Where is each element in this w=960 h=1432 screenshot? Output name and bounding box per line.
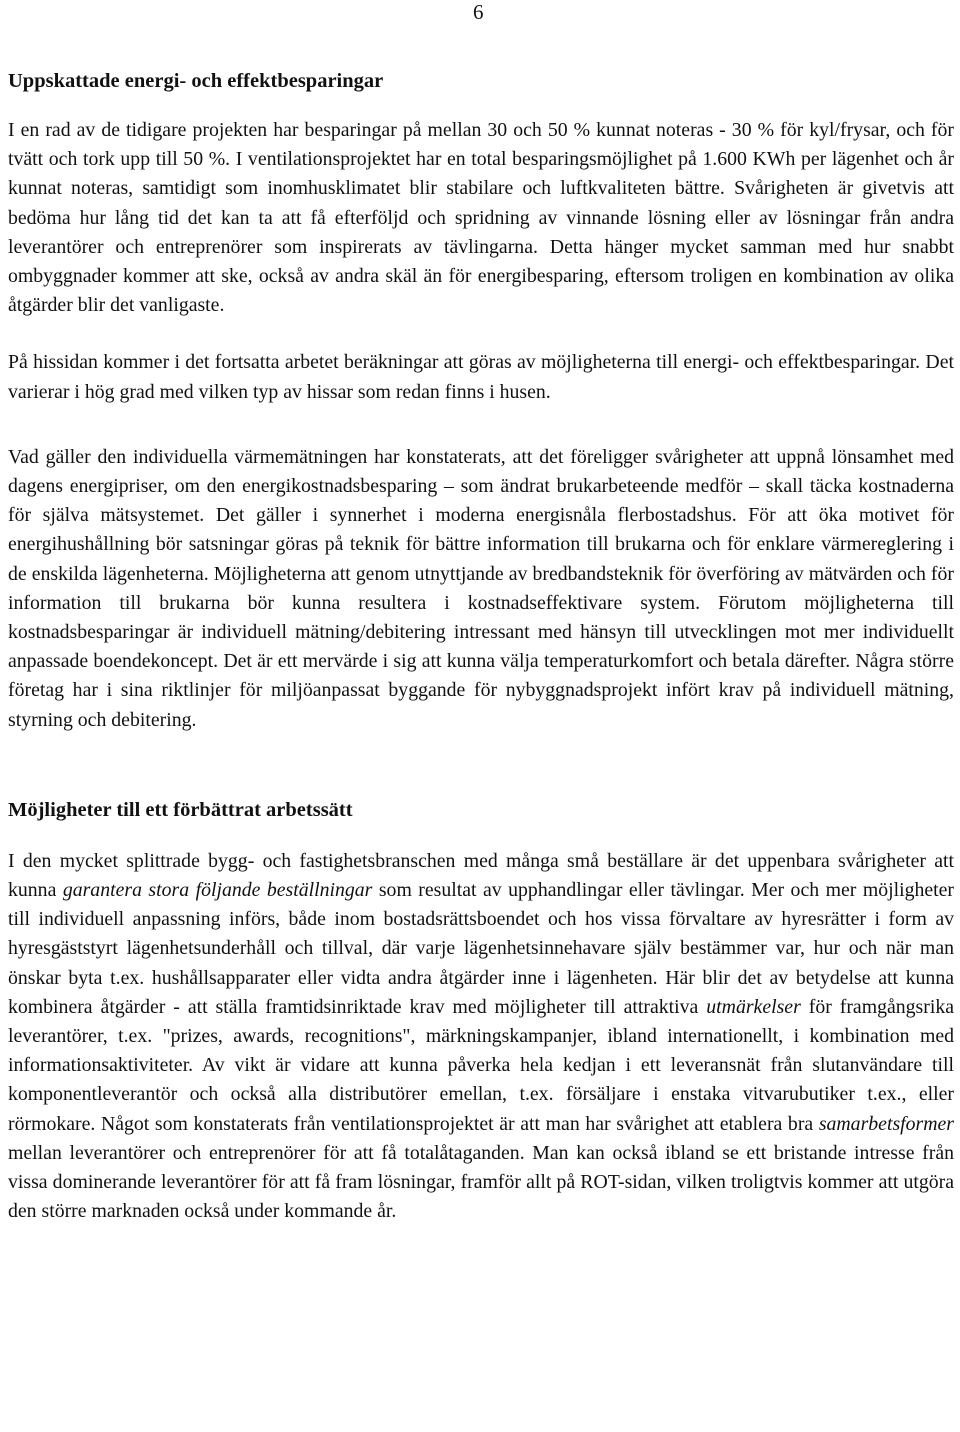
paragraph-savings: I en rad av de tidigare projekten har besparingar på mellan 30 och 50 % kunnat noteras - 30 % för kyl/frysar, och för tvätt och tork upp till 50 %. I ventilationsprojektet har en total besparingsmöjlighet på 1.600 KWh per lägenhet och år kunnat noteras, samtidigt som inomhusklimatet blir stabilare och luftkvaliteten bättre. Svårigheten är givetvis att bedöma hur lång tid det kan ta att få efterföljd och spridning av vinnande lösning eller av lösningar från andra leverantörer och entreprenörer som inspirerats av tävlingarna. Detta hänger mycket samman med hur snabbt ombyggnader kommer att ske, också av andra skäl än för energibesparing, eftersom troligen en kombination av olika åtgärder blir det vanligaste. — [8, 119, 954, 317]
section-heading-energy-savings: Uppskattade energi- och effektbesparingar — [8, 70, 384, 92]
italic-phrase: samarbetsformer — [818, 1112, 954, 1135]
text-segment: som resultat av upphandlingar eller tävlingar. Mer och mer möjligheter till individuell anpassning införs, både inom bostadsrättsboendet och hos vissa förvaltare av hyresrätter i form av hyresgäststyrt lägenhetsunderhåll och tillval, där varje lägenhetsinnehavare själv bestämmer var, hur och när man önskar byta t.ex. hushållsapparater eller vidta andra åtgärder inne i lägenheten. Här blir det av betydelse att kunna kombinera åtgärder - att ställa framtidsinriktade krav med möjligheter till attraktiva — [8, 879, 955, 1018]
paragraph-heat-metering: Vad gäller den individuella värmemätningen har konstaterats, att det föreligger svårigheter att uppnå lönsamhet med dagens energipriser, om den energikostnadsbesparing – som ändrat brukarbeteende medför – skall täcka kostnaderna för själva mätsystemet. Det gäller i synnerhet i moderna energisnåla flerbostadshus. För att öka motivet för energihushållning bör satsningar göras på teknik för bättre information till brukarna och för enklare värmereglering i de enskilda lägenheterna. Möjligheterna att genom utnyttjande av bredbandsteknik för överföring av mätvärden och för information till brukarna bör kunna resultera i kostnadseffektivare system. Förutom möjligheterna till kostnadsbesparingar är individuell mätning/debitering intressant med hänsyn till utvecklingen mot mer individuellt anpassade boendekoncept. Det är ett mervärde i sig att kunna välja temperaturkomfort och betala därefter. Några större företag har i sina riktlinjer för miljöanpassat byggande för nybyggnadsprojekt infört krav på individuell mätning, styrning och debitering. — [8, 445, 954, 731]
text-segment: I den mycket splittrade bygg- och fastighetsbranschen med många små beställare är det uppenbara svårigheter att kunna — [8, 849, 954, 902]
text-segment: för framgångsrika leverantörer, t.ex. "prizes, awards, recognitions", märkningskampanjer, ibland internationellt, i kombination med informationsaktiviteter. Av vikt är vidare att kunna påverka hela kedjan i ett leveransnät från slutanvändare till komponentleverantör och också alla distributörer emellan, t.ex. försäljare i enstaka vitvarubutiker t.ex., eller rörmokare. Något som konstaterats från ventilationsprojektet är att man har svårighet att etablera bra — [8, 995, 954, 1135]
paragraph-working-methods — [8, 847, 954, 1227]
text-segment: mellan leverantörer och entreprenörer för att få totalåtaganden. Man kan också ibland se ett bristande intresse från vissa dominerande leverantörer för att få fram lösningar, framför allt på ROT-sidan, vilken troligtvis kommer att utgöra den större marknaden också under kommande år. — [8, 1141, 954, 1223]
italic-phrase: garantera stora följande beställningar — [62, 879, 373, 902]
italic-phrase: utmärkelser — [706, 995, 801, 1018]
document-body — [8, 66, 954, 1227]
page-number: 6 — [473, 0, 484, 24]
section-heading-improved-working: Möjligheter till ett förbättrat arbetssätt — [8, 798, 353, 821]
paragraph-elevators: På hissidan kommer i det fortsatta arbetet beräkningar att göras av möjligheterna till energi- och effektbesparingar. Det varierar i hög grad med vilken typ av hissar som redan finns i husen. — [8, 351, 954, 403]
